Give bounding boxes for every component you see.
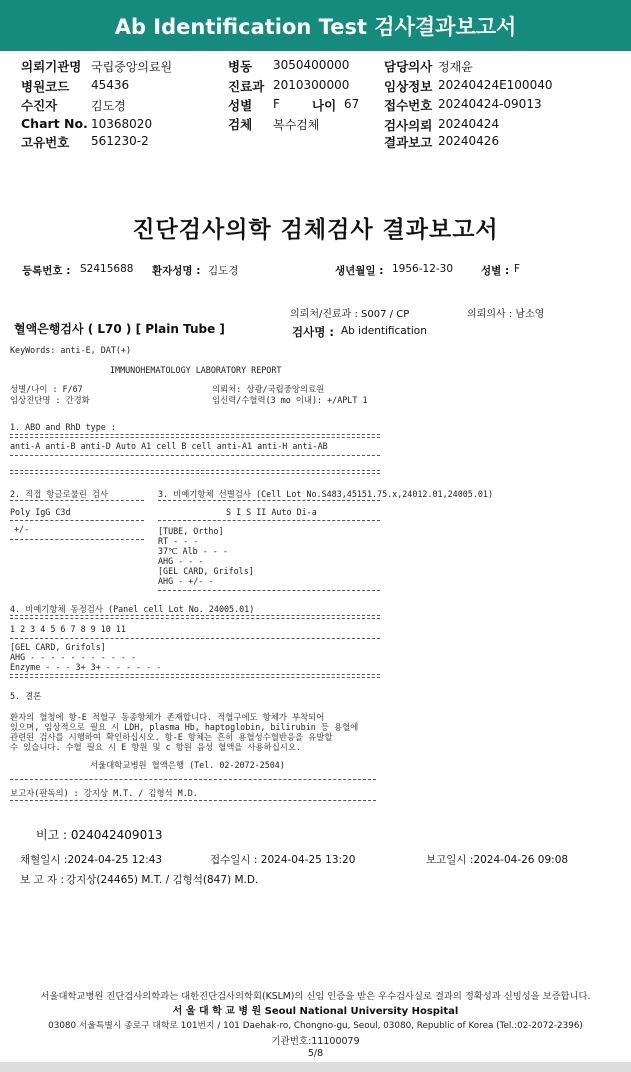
hospital-code-value: 45436: [91, 78, 130, 92]
test-group: 혈액은행검사 ( L70 ) [ Plain Tube ]: [14, 322, 225, 336]
sex-label: 성별: [228, 98, 253, 113]
screen-row: AHG - - -: [158, 556, 204, 566]
dat-rule-bottom: [10, 539, 144, 540]
panel-row: [GEL CARD, Grifols]: [10, 642, 106, 652]
abo-header: anti-A anti-B anti-D Auto A1 cell B cell anti-A1 anti-H anti-AB: [10, 441, 328, 451]
conclusion-line: 수 있습니다. 수혈 필요 시 E 항원 및 c 항원 음성 혈액을 사용하십시오.: [10, 742, 302, 752]
patient-value: 김도경: [208, 265, 239, 277]
reporter-rule-bottom: [10, 800, 376, 801]
panel-title: 4. 비예기항체 동정검사 (Panel cell Lot No. 24005.01): [10, 604, 255, 614]
screen-rule-bottom: [158, 590, 380, 591]
institution-label: 의뢰기관명: [21, 59, 82, 74]
institution-value: 국립중앙의료원: [91, 60, 173, 74]
hospital-name-ko: 서 울 대 학 교 병 원: [172, 1006, 262, 1017]
panel-rule-top: [10, 615, 380, 616]
age-label: 나이: [312, 98, 337, 113]
doctor-value: 정재윤: [438, 60, 473, 74]
dat-title: 2. 직접 항글로불린 검사: [10, 489, 109, 499]
request-value: 20240424: [438, 117, 500, 131]
screen-rule-mid: [158, 520, 380, 521]
panel-row: Enzyme - - - 3+ 3+ - - - - - -: [10, 662, 162, 672]
report-date-value: 20240426: [438, 134, 500, 148]
sex-value: F: [273, 97, 280, 111]
report-title: 진단검사의학 검체검사 결과보고서: [132, 217, 499, 243]
specimen-label: 검체: [228, 117, 253, 132]
unique-no-value: 561230-2: [91, 134, 149, 148]
requesting-doctor-line: 의뢰의사 : 남소영: [467, 309, 545, 320]
report-header-title: Ab Identification Test 검사결과보고서: [114, 15, 517, 39]
abo-rule-bottom: [10, 470, 380, 471]
report-time: 보고일시 :2024-04-26 09:08: [426, 854, 569, 866]
dob-label: 생년월일 :: [335, 265, 384, 277]
lab-report-title: IMMUNOHEMATOLOGY LABORATORY REPORT: [110, 365, 282, 375]
chart-no-value: 10368020: [91, 117, 153, 131]
sex-age-line: 성별/나이 : F/67: [10, 384, 83, 394]
hospital-name-en: Seoul National University Hospital: [264, 1006, 459, 1017]
dept-line: 의뢰처/진료과 : S007 / CP: [290, 309, 410, 320]
receive-time: 접수일시 : 2024-04-25 13:20: [210, 854, 356, 866]
receipt-value: 20240424-09013: [438, 97, 542, 111]
screen-row: RT - - -: [158, 536, 199, 546]
report-date-label: 결과보고: [384, 135, 433, 150]
test-name-value: Ab identification: [341, 325, 427, 337]
test-name-label: 검사명 :: [292, 325, 334, 339]
collect-time: 채혈일시 :2024-04-25 12:43: [20, 854, 163, 866]
clinical-label: 임상정보: [384, 79, 433, 94]
address-line: 03080 서울특별시 종로구 대학로 101번지 / 101 Daehak-ro, Chongno-gu, Seoul, 03080, Republic of Korea (Tel.:02-2072-2396): [48, 1021, 583, 1031]
recipient-value: 김도경: [91, 99, 126, 113]
conclusion-title: 5. 결론: [10, 691, 42, 701]
final-reporter-value: 강지상(24465) M.T. / 김형석(847) M.D.: [66, 874, 259, 886]
dept-value: 2010300000: [273, 78, 350, 92]
panel-header: 1 2 3 4 5 6 7 8 9 10 11: [10, 624, 126, 634]
reporter-line: 보고자(판독의) : 강지상 M.T. / 김형석 M.D.: [10, 788, 198, 798]
dat-rule-mid: [10, 520, 144, 521]
dat-values: +/-: [14, 524, 30, 534]
pregnancy-line: 임신력/수혈력(3 mo 이내): +/APLT 1: [212, 395, 368, 405]
hospital-code-label: 병원코드: [21, 79, 70, 94]
abo-rule-bottom2: [10, 473, 380, 474]
remark-line: 비고 : 024042409013: [36, 828, 163, 842]
ward-label: 병동: [228, 59, 253, 74]
panel-rule-bottom: [10, 674, 380, 675]
patient-label: 환자성명 :: [152, 265, 201, 277]
reg-label: 등록번호 :: [22, 265, 71, 277]
screen-rule-top: [158, 500, 380, 501]
screen-header: S I S II Auto Di-a: [226, 507, 317, 517]
conclusion-line: 관련된 검사를 시행하여 확인하십시오. 항-E 항체는 흔히 용혈성수혈반응을 유발할: [10, 732, 333, 742]
diagnosis-line: 임상진단명 : 간경화: [10, 395, 90, 405]
request-label: 검사의뢰: [384, 118, 433, 133]
institution-number: 기관번호:11100079: [271, 1036, 360, 1047]
dat-rule-top: [10, 500, 144, 501]
specimen-value: 복수검체: [273, 118, 320, 132]
doctor-label: 담당의사: [384, 59, 433, 74]
screen-row: 37℃ Alb - - -: [158, 546, 228, 556]
screen-title: 3. 비예기항체 선별검사 (Cell Lot No.S483,45151.75.x,24012.01,24005.01): [158, 489, 494, 499]
keywords-line: KeyWords: anti-E, DAT(+): [10, 345, 132, 355]
dob-value: 1956-12-30: [392, 263, 454, 275]
conclusion-line: 있으며, 임상적으로 필요 시 LDH, plasma Hb, haptoglobin, bilirubin 등 용혈에: [10, 722, 359, 732]
blood-bank-line: 서울대학교병원 혈액은행 (Tel. 02-2072-2504): [90, 760, 285, 770]
final-reporter-label: 보 고 자 :: [20, 874, 64, 886]
abo-rule-top2: [10, 437, 380, 438]
screen-row: [TUBE, Ortho]: [158, 526, 224, 536]
abo-rule-top: [10, 434, 380, 435]
dat-header: Poly IgG C3d: [10, 507, 71, 517]
abo-title: 1. ABO and RhD type :: [10, 422, 116, 432]
panel-rule-bottom2: [10, 677, 380, 678]
requester-line: 의뢰처: 상광/국립중앙의료원: [212, 384, 325, 394]
conclusion-line: 환자의 혈청에 항-E 적혈구 동종항체가 존재합니다. 적혈구에도 항체가 부착되어: [10, 712, 325, 722]
sex2-value: F: [514, 263, 521, 275]
hospital-name: [0, 1002, 631, 1017]
screen-row: [GEL CARD, Grifols]: [158, 566, 254, 576]
panel-row: AHG - - - - - - - - - - -: [10, 652, 137, 662]
report-header-bar: [0, 0, 631, 51]
dept-label: 진료과: [228, 79, 265, 94]
chart-no-label: Chart No.: [21, 116, 88, 131]
age-value: 67: [344, 97, 360, 111]
screen-row: AHG - +/- -: [158, 576, 214, 586]
reporter-rule-top: [10, 779, 376, 780]
ward-value: 3050400000: [273, 58, 350, 72]
sex2-label: 성별 :: [481, 265, 510, 277]
reg-value: S2415688: [80, 263, 134, 275]
page-number: 5/8: [307, 1048, 324, 1059]
recipient-label: 수진자: [21, 98, 58, 113]
abo-rule-mid: [10, 455, 380, 456]
receipt-label: 접수번호: [384, 98, 433, 113]
panel-rule-top2: [10, 618, 380, 619]
clinical-value: 20240424E100040: [438, 78, 553, 92]
certification-text: 서울대학교병원 진단검사의학과는 대한진단검사의학회(KSLM)의 신임 인증을 받은 우수검사실로 결과의 정확성과 신빙성을 보증합니다.: [40, 991, 591, 1002]
bottom-bar: [0, 1062, 631, 1072]
unique-no-label: 고유번호: [21, 135, 70, 150]
panel-rule-mid: [10, 638, 380, 639]
